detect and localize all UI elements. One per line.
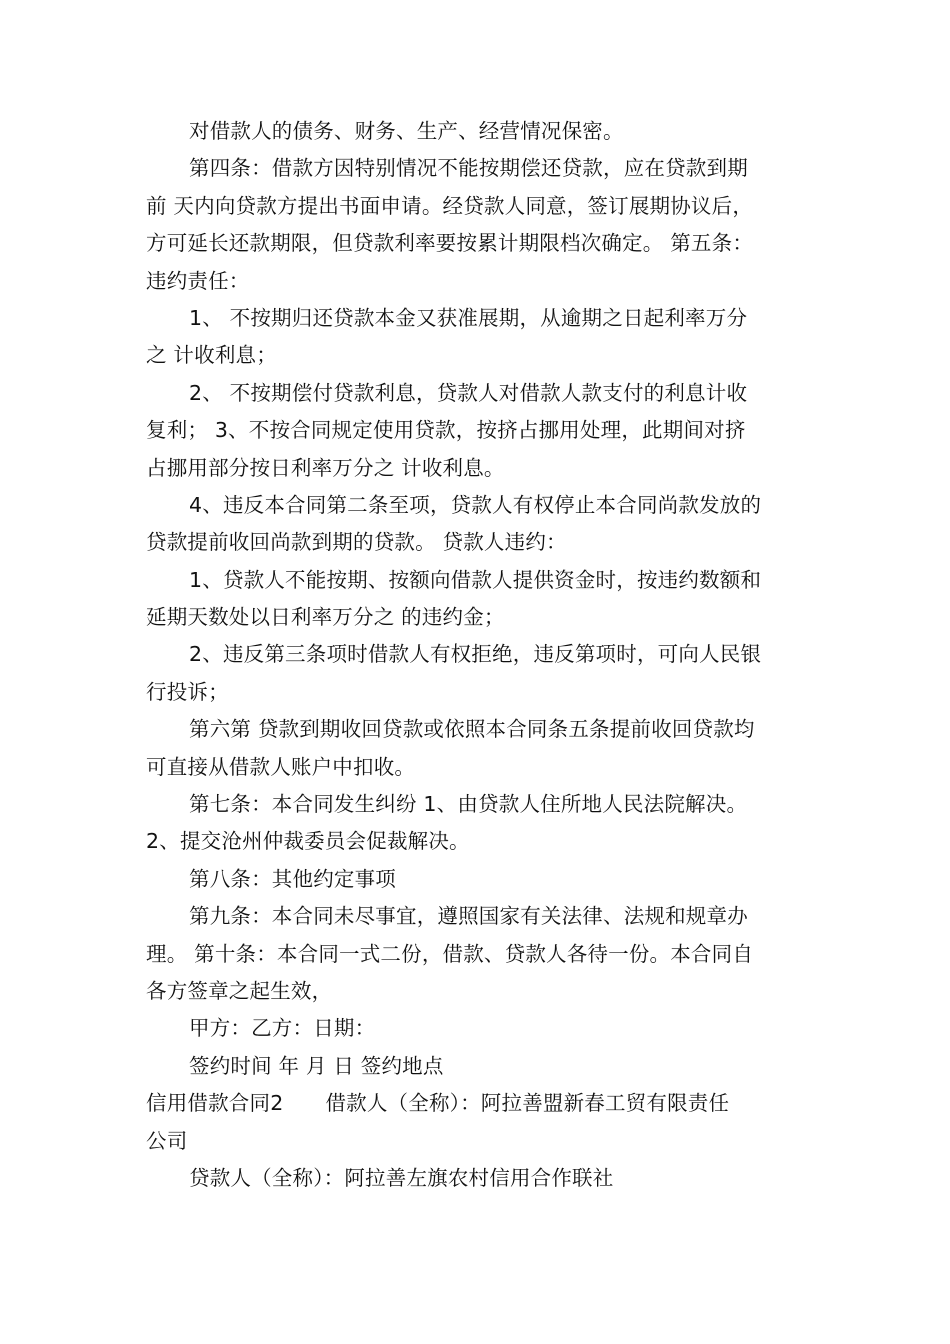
list-item-line: 2、违反第三条项时借款人有权拒绝，违反第项时，可向人民银 [189, 642, 762, 667]
text-line: 可直接从借款人账户中扣收。 [146, 754, 416, 779]
text-line: 违约责任： [146, 268, 250, 293]
text-line: 理。 第十条：本合同一式二份，借款、贷款人各待一份。本合同自 [146, 941, 754, 966]
signature-parties-line: 甲方：乙方：日期： [189, 1016, 376, 1041]
article-8-line: 第八条：其他约定事项 [189, 866, 396, 891]
text-line: 之 计收利息； [146, 343, 277, 368]
text-line: 各方签章之起生效， [146, 978, 333, 1003]
text-line: 复利； 3、不按合同规定使用贷款，按挤占挪用处理，此期间对挤 [146, 418, 746, 443]
text-line: 延期天数处以日利率万分之 的违约金； [146, 605, 505, 630]
signing-date-place-line: 签约时间 年 月 日 签约地点 [189, 1053, 444, 1078]
text-line: 占挪用部分按日利率万分之 计收利息。 [146, 455, 505, 480]
text-line: 2、提交沧州仲裁委员会促裁解决。 [146, 829, 470, 854]
contract-title: 信用借款合同2 [146, 1091, 284, 1116]
list-item-line: 1、 不按期归还贷款本金又获准展期，从逾期之日起利率万分 [189, 305, 748, 330]
text-line: 行投诉； [146, 679, 229, 704]
list-item-line: 1、贷款人不能按期、按额向借款人提供资金时，按违约数额和 [189, 567, 762, 592]
contract-title-line [146, 1085, 806, 1122]
article-6-line: 第六第 贷款到期收回贷款或依照本合同条五条提前收回贷款均 [189, 717, 755, 742]
borrower-full-name-label: 借款人（全称）：阿拉善盟新春工贸有限责任 [325, 1091, 730, 1116]
article-4-heading-line: 第四条：借款方因特别情况不能按期偿还贷款，应在贷款到期 [189, 156, 748, 181]
list-item-line: 4、违反本合同第二条至项，贷款人有权停止本合同尚款发放的 [189, 492, 762, 517]
document-page [146, 113, 806, 1197]
text-line: 公司 [146, 1128, 188, 1153]
list-item-line: 2、 不按期偿付贷款利息，贷款人对借款人款支付的利息计收 [189, 380, 748, 405]
lender-full-name-line: 贷款人（全称）：阿拉善左旗农村信用合作联社 [189, 1165, 614, 1190]
article-7-line: 第七条：本合同发生纠纷 1、由贷款人住所地人民法院解决。 [189, 792, 748, 817]
text-line: 方可延长还款期限，但贷款利率要按累计期限档次确定。 第五条： [146, 231, 754, 256]
article-9-line: 第九条：本合同未尽事宜，遵照国家有关法律、法规和规章办 [189, 904, 748, 929]
text-line: 贷款提前收回尚款到期的贷款。 贷款人违约： [146, 530, 567, 555]
text-line: 前 天内向贷款方提出书面申请。经贷款人同意，签订展期协议后， [146, 193, 754, 218]
text-line: 对借款人的债务、财务、生产、经营情况保密。 [189, 119, 624, 143]
